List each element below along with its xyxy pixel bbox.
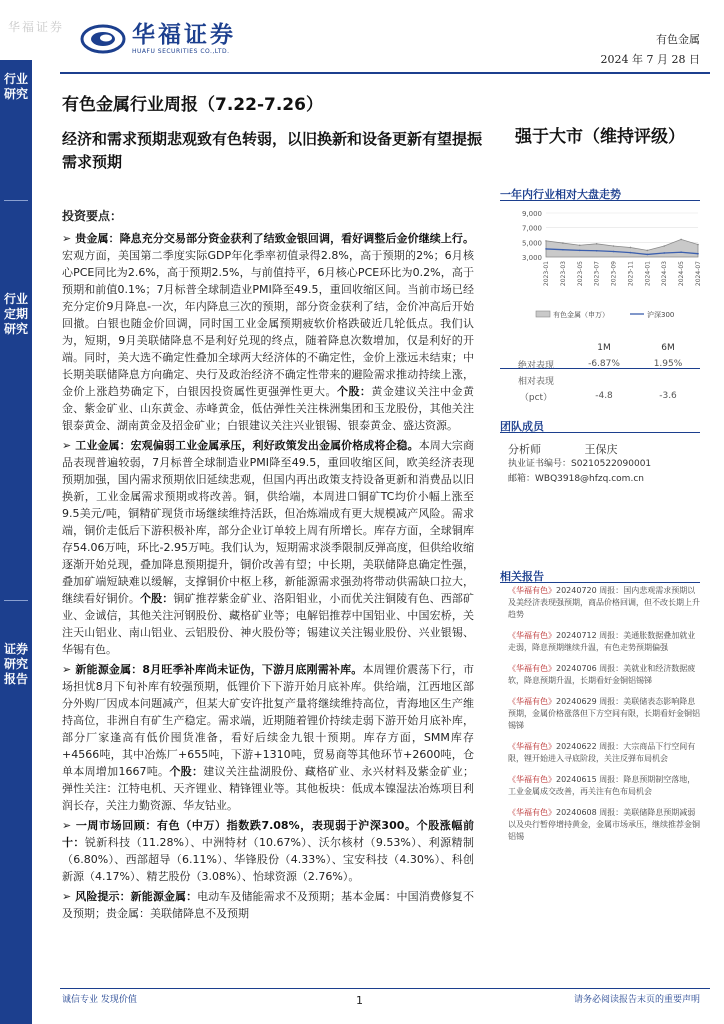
related-report-item[interactable]: 《华福有色》20240629 周报：美联储表态影响降息预期，金属价格涨落但下方空间有限，长期看好金铜铝锡锑 (508, 697, 700, 730)
bullet-arrow-icon: ➢ (62, 663, 72, 676)
related-report-item[interactable]: 《华福有色》20240622 周报：大宗商品下行空间有限，锂开始进入寻底阶段，关注反弹布局机会 (508, 742, 696, 763)
data-point (630, 252, 632, 254)
related-reports (508, 585, 700, 852)
y-tick-label: 9,000 (521, 210, 542, 218)
investment-paragraph: ➢ 新能源金属：8月旺季补库尚未证伪，下游月底刚需补库。本周锂价震荡下行，市场担忧8月下旬补库有较强预期，低锂价下下游开始月底补库。供给端，江西地区部分外购厂因成本问题减产，但某大矿安许批复产量将继续维持高位，青海地区生产维持高位，非洲自有矿生产稳定。需求端，近期随着锂价持续走弱下游开始月底补库，部分厂家逢高有低价囤货准备，看好后续金九银十预期。库存方面，SMM库存+4566吨，其中冶炼厂+655吨，下游+1310吨，贸易商等其他环节+2600吨，仓单本周增加1667吨。个股：建议关注盐湖股份、藏格矿业、永兴材料及紫金矿业；弹性关注：江特电机、天齐锂业、精锋锂业等。其他板块：低成本镍湿法冶炼项目利润长存，关注力勤资源、华友钴业。 (62, 663, 475, 812)
related-report-item[interactable]: 《华福有色》20240712 周报：美通胀数据叠加就业走弱，降息预期继续升温，有色走势预期偏强 (508, 631, 696, 652)
data-point (545, 248, 547, 250)
bullet-arrow-icon: ➢ (62, 819, 72, 832)
x-tick-label: 2023-05 (576, 261, 584, 287)
header-divider (60, 72, 710, 74)
header-category: 有色金属 (656, 33, 700, 46)
bullet-arrow-icon: ➢ (62, 232, 72, 245)
chart-heading-divider (500, 200, 700, 201)
analyst-cert: 执业证书编号：S0210522090001 (508, 459, 652, 469)
data-point (613, 245, 615, 247)
sidebar-separator (4, 200, 28, 201)
chart-heading: 一年内行业相对大盘走势 (500, 188, 621, 201)
legend-swatch (536, 311, 550, 317)
brand-name: 华福证券 (132, 22, 236, 48)
watermark: 华福证券 (8, 20, 65, 34)
related-heading-divider (500, 582, 700, 583)
perf-row-absolute: 绝对表现 -6.87% 1.95% (517, 359, 683, 371)
analyst-name: 王保庆 (584, 443, 618, 456)
data-point (697, 253, 699, 255)
data-point (596, 243, 598, 245)
sidebar-separator (4, 600, 28, 601)
performance-chart (508, 205, 704, 327)
related-report-item[interactable]: 《华福有色》20240720 周报：国内悲观需求预期以及美经济表现强预期，商品价格回调，但不改长期上升趋势 (508, 586, 700, 619)
footer-divider (60, 988, 710, 989)
x-tick-label: 2023-03 (559, 261, 567, 287)
data-point (579, 250, 581, 252)
data-point (596, 250, 598, 252)
data-point (545, 240, 547, 242)
x-tick-label: 2023-11 (627, 261, 635, 287)
x-tick-label: 2024-05 (678, 261, 686, 287)
investment-points (62, 208, 474, 925)
legend-label: 有色金属（申万） (553, 311, 609, 319)
analyst-email[interactable]: 邮箱：WBQ3918@hfzq.com.cn (508, 474, 644, 484)
bullet-arrow-icon: ➢ (62, 439, 72, 452)
x-tick-label: 2024-01 (644, 261, 652, 287)
footer-slogan: 诚信专业 发现价值 (62, 995, 137, 1005)
analyst: 分析师 王保庆 (508, 443, 618, 456)
brand-name-en: HUAFU SECURITIES CO.,LTD. (132, 48, 230, 55)
perf-col-1m: 1M (597, 343, 611, 353)
x-tick-label: 2024-03 (661, 261, 669, 287)
data-point (663, 252, 665, 254)
data-point (663, 245, 665, 247)
header-meta (601, 30, 700, 70)
perf-col-6m: 6M (661, 343, 675, 353)
x-tick-label: 2023-07 (593, 261, 601, 287)
sidebar-label-bottom: 证券研究报告 (3, 642, 28, 686)
performance-table (500, 340, 700, 404)
team-heading-divider (500, 432, 700, 433)
data-point (613, 251, 615, 253)
related-heading: 相关报告 (500, 570, 544, 583)
related-report-item[interactable]: 《华福有色》20240615 周报：降息预期制空落地，工业金属成交改善，再关注有色布局机会 (508, 775, 696, 796)
sidebar-label-top: 行业研究 (3, 72, 28, 101)
y-tick-label: 3,000 (521, 254, 542, 262)
related-report-item[interactable]: 《华福有色》20240608 周报：美联储降息预期减弱以及央行暂停增持黄金，金属市场承压，继续推荐金铜铝锡 (508, 808, 700, 841)
data-point (630, 247, 632, 249)
team-heading: 团队成员 (500, 420, 544, 433)
report-title: 有色金属行业周报（7.22-7.26） (62, 95, 323, 115)
related-report-item[interactable]: 《华福有色》20240706 周报：美就业和经济数据疲软，降息预期升温，长期看好金铜铝锡锑 (508, 664, 696, 685)
x-tick-label: 2023-09 (610, 261, 618, 287)
footer-disclaimer: 请务必阅读报告末页的重要声明 (573, 995, 700, 1005)
perf-row-relative: 相对表现 (517, 376, 554, 387)
investment-paragraph: ➢ 一周市场回顾：有色（中万）指数跌7.08%，表现弱于沪深300。个股涨幅前十：锐新科技（11.28%）、中洲特材（10.67%）、沃尔核材（9.53%）、利源精制（6.80%）、西部超导（6.11%）、华锋股份（4.33%）、宝安科技（4.30%）、科创新源（4.17%）、精艺股份（3.08%）、怡球资源（2.76%）。 (62, 819, 474, 883)
data-point (562, 242, 564, 244)
rating-label: 强于大市（维持评级） (515, 127, 685, 147)
perf-row-pct: （pct） -4.8 -3.6 (519, 391, 677, 403)
left-sidebar (0, 60, 32, 1024)
investment-paragraph: ➢ 贵金属：降息充分交易部分资金获利了结致金银回调，看好调整后金价继续上行。宏观方面，美国第二季度实际GDP年化季率初值录得2.8%，高于预期的2%；6月核心PCE同比为2.6%，高于预期2.5%，与前值持平，6月核心PCE环比为0.2%，高于预期和前值0.1%；7月标普全球制造业PMI降至49.5，重回收缩区间。当前市场已经充分定价9月降息-一次，年内降息三次的预期，部分资金获利了结，金价冲高后开始回撤。白银也随金价回调，同时国工业金属预期疲软价格跌破近几轮低点。我们认为，短期，9月美联储降息不是利好兑现的终点，随着降息次数增加，仅是利好的开端。同时，美大选不确定性叠加全球两大经济体的不确定性，金价上涨远未结束；中长期美联储降息方向确定、央行及政治经济不确定性带来的避险需求推动持续上涨，金价上涨趋势确定下，白银因投资属性更强弹性更大。个股：黄金建议关注中金黄金、紫金矿业、山东黄金、赤峰黄金，低估弹性关注株洲集团和玉龙股份，其他关注银泰黄金、湖南黄金及招金矿业；白银建议关注兴业银锡、银泰黄金、盛达资源。 (62, 232, 475, 432)
page-number: 1 (356, 994, 363, 1007)
team-block (508, 442, 700, 487)
huafu-logo-icon (80, 23, 126, 55)
bullet-arrow-icon: ➢ (62, 890, 72, 903)
points-title: 投资要点： (62, 209, 123, 223)
legend-label: 沪深300 (647, 311, 675, 319)
data-point (647, 250, 649, 252)
investment-paragraph: ➢ 工业金属：宏观偏弱工业金属承压，利好政策发出金属价格成将企稳。本周大宗商品表现普遍较弱，7月标普全球制造业PMI降至49.5，重回收缩区间，欧美经济表现预期加强，国内需求预期依旧延续悲观，但国内再出政策支持设备更新和消费品以旧换新，工业金属需求预期或将改善。铜，供给端，本周进口铜矿TC均价小幅上涨至9.5美元/吨，铜精矿现货市场继续维持活跃，但冶炼端成有更大规模减产风险。需求端，铜价走低后下游积极补库，部分企业订单较上周有所增长。库存方面，全球铜库存54.06万吨，环比-2.95万吨。我们认为，短期需求淡季限制反弹高度，但供给收缩逐渐开始兑现，叠加降息预期提升，铜价改善有望；中长期，美联储降息确定性强，叠加矿端短缺难以缓解，支撑铜价中枢上移，新能源需求强劲将带动供需缺口拉大，继续看好铜价。个股：铜矿推荐紫金矿业、洛阳钼业，小而优关注铜陵有色、西部矿业、金诚信，其他关注河钢股份、藏格矿业等；电解铝推荐中国铝业、中国宏桥，关注天山铝业、南山铝业、云铝股份、神火股份等；锡建议关注锡业股份、兴业银锡、华锡有色。 (62, 439, 475, 656)
data-point (680, 251, 682, 253)
data-point (647, 254, 649, 256)
x-tick-label: 2023-01 (543, 261, 550, 287)
header-date: 2024 年 7 月 28 日 (600, 53, 700, 66)
x-tick-label: 2024-07 (695, 261, 702, 287)
data-point (579, 244, 581, 246)
data-point (680, 239, 682, 241)
data-point (562, 249, 564, 251)
y-tick-label: 5,000 (521, 239, 542, 248)
y-tick-label: 7,000 (521, 224, 542, 233)
investment-paragraph: ➢ 风险提示：新能源金属：电动车及储能需求不及预期；基本金属：中国消费修复不及预期；贵金属：美联储降息不及预期 (62, 890, 475, 920)
brand-logo (80, 22, 236, 55)
perf-divider (500, 368, 700, 369)
report-subtitle: 经济和需求预期悲观致有色转弱，以旧换新和设备更新有望提振需求预期 (62, 130, 483, 171)
data-point (697, 244, 699, 246)
performance-header (500, 340, 700, 356)
sidebar-label-mid: 行业定期研究 (3, 292, 28, 336)
